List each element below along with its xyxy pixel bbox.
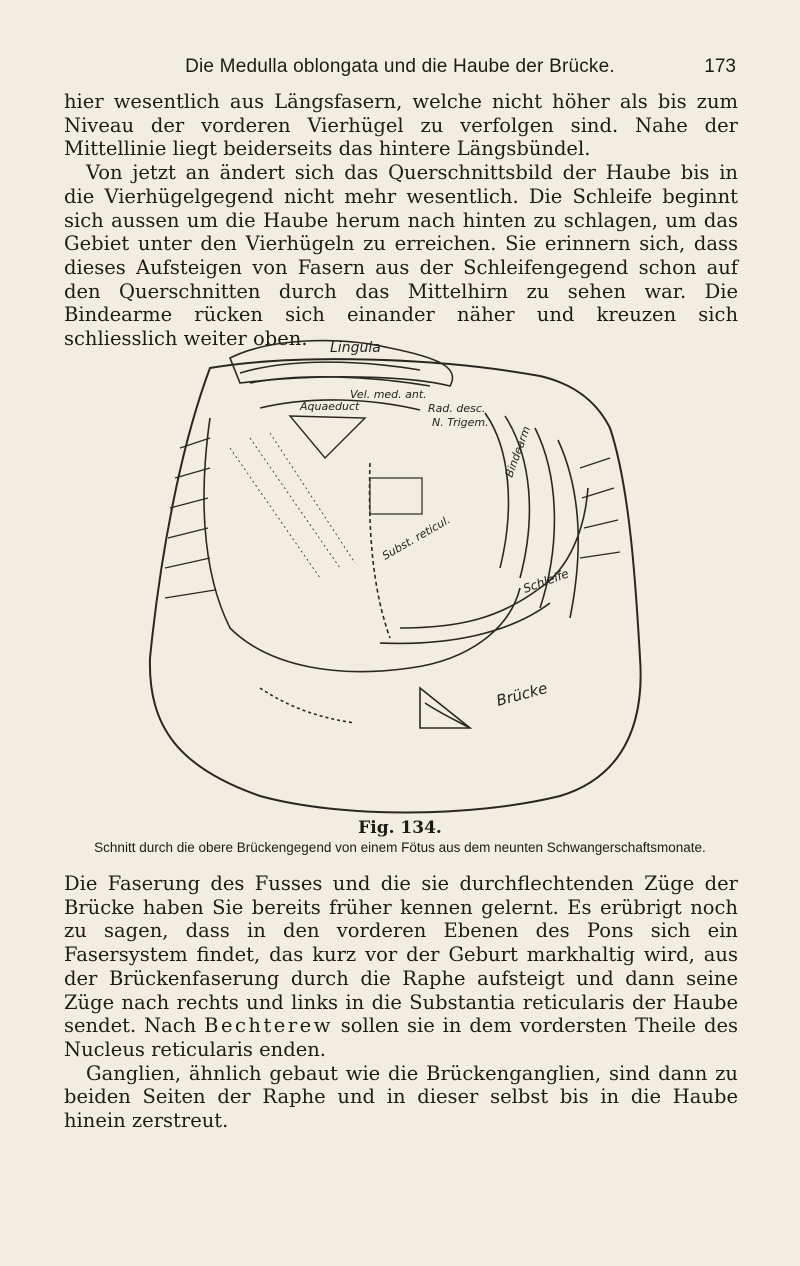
paragraph: Von jetzt an ändert sich das Querschnittsbild der Haube bis in die Vierhügelgegend nicht mehr wesentlich. Die Schleife beginnt sich aussen um die Haube herum nach hinten zu schlagen, um das Gebiet unter den Vierhügeln zu erreichen. Sie erinnern sich, dass dieses Aufsteigen von Fasern aus der Schleifengegend schon auf den Querschnitten durch das Mittelhirn zu sehen war. Die Bindearme rücken sich einander näher und kreuzen sich schliesslich weiter oben. [64,161,738,351]
label-bindearm: Bindearm [502,424,534,480]
label-schleife: Schleife [521,566,571,596]
paragraph-text: Die Faserung des Fusses und die sie durchflechtenden Züge der Brücke haben Sie bereits früher kennen gelernt. Es erübrigt noch zu sagen, dass in den vorderen Ebenen des Pons sich ein Fasersystem findet, das kurz vor der Geburt markhaltig wird, aus der Brückenfaserung durch die Raphe aufsteigt und dann seine Züge nach rechts und links in die Substantia reticularis der Haube sendet. Nach [64,872,738,1038]
label-bruecke: Brücke [494,678,550,710]
label-subst-reticul: Subst. reticul. [380,513,453,563]
page-number: 173 [704,56,736,77]
figure-number: Fig. 134. [358,818,442,838]
paragraph [64,872,738,1062]
pons-section-drawing [140,328,660,818]
label-lingula: Lingula [330,340,381,356]
label-n-trigem: N. Trigem. [432,416,489,429]
figure-caption: Schnitt durch die obere Brückengegend von einem Fötus aus dem neunten Schwangerschaftsmonate. [94,840,706,855]
label-aquaeduct: Aquaeduct [300,400,360,413]
paragraph: hier wesentlich aus Längsfasern, welche nicht höher als bis zum Niveau der vorderen Vierhügel zu verfolgen sind. Nahe der Mittellinie liegt beiderseits das hintere Längsbündel. [64,90,738,161]
label-vel-med-ant: Vel. med. ant. [350,388,427,401]
anatomical-figure [140,328,660,818]
label-rad-desc: Rad. desc. [428,402,486,415]
page-header [64,56,736,86]
paragraph: Ganglien, ähnlich gebaut wie die Brückenganglien, sind dann zu beiden Seiten der Raphe und in dieser selbst bis in die Haube hinein zerstreut. [64,1061,738,1133]
bottom-text-block [64,872,738,1133]
running-title: Die Medulla oblongata und die Haube der Brücke. [185,56,615,77]
top-text-block [64,90,738,351]
author-name: Bechterew [204,1014,333,1038]
paragraph-text: sollen sie in dem vordersten Theile des Nucleus reticularis enden. [64,1014,739,1061]
